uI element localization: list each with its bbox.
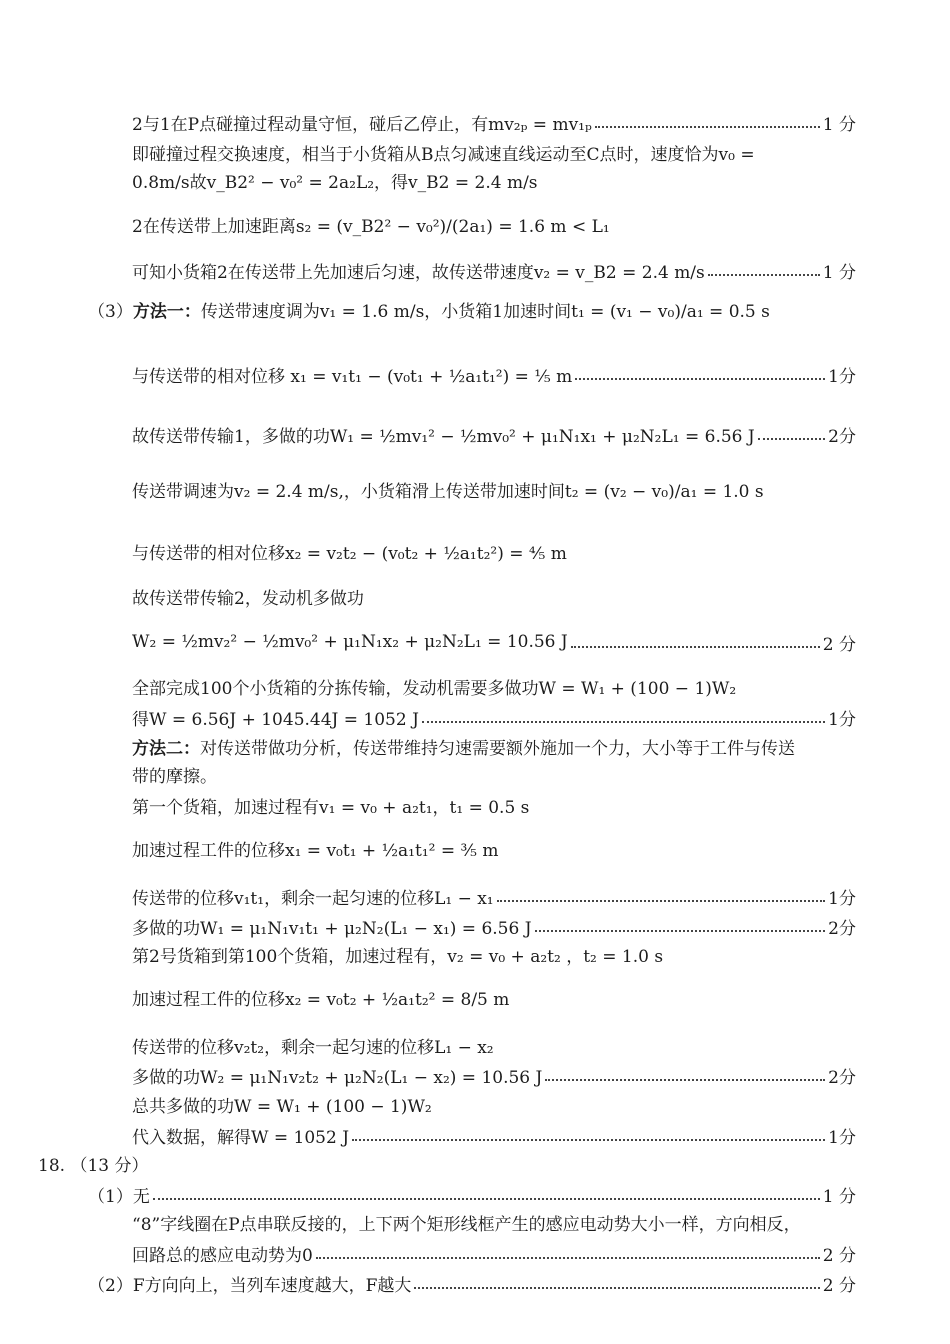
leader-dots <box>758 436 825 440</box>
line-text: 多做的功W₂ = μ₁N₁v₂t₂ + μ₂N₂(L₁ − x₂) = 10.56 J <box>132 1067 543 1088</box>
method-label: 方法一： <box>132 302 201 322</box>
method-one-line <box>88 297 770 327</box>
leader-dots <box>422 719 825 723</box>
line-text: 故传送带传输1，多做的功W₁ = ½mv₁² − ½mv₀² + μ₁N₁x₁ + μ₂N₂L₁ = 6.56 J <box>132 426 755 447</box>
leader-dots <box>575 376 825 380</box>
leader-dots <box>316 1255 820 1259</box>
method-two-line <box>132 738 795 760</box>
leader-dots <box>153 1196 820 1200</box>
answer-line: 0.8m/s故v_B2² − v₀² = 2a₂L₂，得v_B2 = 2.4 m/s <box>132 173 538 193</box>
answer-line <box>132 1241 856 1265</box>
answer-line <box>132 362 856 386</box>
line-text: 传送带速度调为v₁ = 1.6 m/s，小货箱1加速时间t₁ = (v₁ − v₀)/a₁ = 0.5 s <box>200 302 770 322</box>
score-label: 1分 <box>828 1127 856 1148</box>
line-text: W₂ = ½mv₂² − ½mv₀² + μ₁N₁x₂ + μ₂N₂L₁ = 10.56 J <box>132 632 568 652</box>
line-text: 对传送带做功分析，传送带维持匀速需要额外施加一个力，大小等于工件与传送 <box>200 739 795 759</box>
score-label: 1 分 <box>822 1186 856 1207</box>
line-text: 传送带的位移v₁t₁，剩余一起匀速的位移L₁ − x₁ <box>132 888 494 909</box>
answer-line <box>88 1182 856 1206</box>
answer-line <box>132 884 856 908</box>
answer-line <box>132 914 856 938</box>
leader-dots <box>708 272 820 276</box>
line-text: （2）F方向向上，当列车速度越大，F越大 <box>88 1275 412 1296</box>
score-label: 2分 <box>828 918 856 939</box>
score-label: 1分 <box>828 709 856 730</box>
leader-dots <box>535 928 826 932</box>
score-label: 1 分 <box>822 114 856 135</box>
answer-line <box>132 110 856 134</box>
answer-line <box>132 258 856 282</box>
answer-line: 即碰撞过程交换速度，相当于小货箱从B点匀减速直线运动至C点时，速度恰为v₀ = <box>132 145 755 165</box>
line-text: （1）无 <box>88 1186 150 1207</box>
answer-line <box>132 422 856 446</box>
leader-dots <box>352 1137 825 1141</box>
line-text: 可知小货箱2在传送带上先加速后匀速，故传送带速度v₂ = v_B2 = 2.4 m/s <box>132 262 705 283</box>
answer-line: 与传送带的相对位移x₂ = v₂t₂ − (v₀t₂ + ½a₁t₂²) = ⅘ m <box>132 544 567 564</box>
leader-dots <box>595 124 820 128</box>
score-label: 1分 <box>828 366 856 387</box>
answer-line <box>132 1063 856 1087</box>
answer-line: 总共多做的功W = W₁ + (100 − 1)W₂ <box>132 1097 432 1117</box>
score-label: 1 分 <box>822 262 856 283</box>
line-text: 代入数据，解得W = 1052 J <box>132 1127 350 1148</box>
answer-line: 加速过程工件的位移x₂ = v₀t₂ + ½a₁t₂² = 8/5 m <box>132 990 510 1010</box>
line-text: 2与1在P点碰撞过程动量守恒，碰后乙停止，有mv₂ₚ = mv₁ₚ <box>132 114 592 135</box>
line-text: 得W = 6.56J + 1045.44J = 1052 J <box>132 709 419 730</box>
answer-line: 带的摩擦。 <box>132 767 217 787</box>
leader-dots <box>497 898 826 902</box>
answer-line: 故传送带传输2，发动机多做功 <box>132 589 364 609</box>
leader-dots <box>545 1077 825 1081</box>
answer-line: 加速过程工件的位移x₁ = v₀t₁ + ½a₁t₁² = ⅗ m <box>132 841 499 861</box>
answer-line: 第2号货箱到第100个货箱，加速过程有，v₂ = v₀ + a₂t₂ ，t₂ = 1.0 s <box>132 947 664 967</box>
score-label: 2 分 <box>822 634 856 655</box>
answer-line: 2在传送带上加速距离s₂ = (v_B2² − v₀²)/(2a₁) = 1.6 m < L₁ <box>132 217 610 237</box>
line-text: 回路总的感应电动势为0 <box>132 1245 313 1266</box>
score-label: 2 分 <box>822 1275 856 1296</box>
answer-line: 全部完成100个小货箱的分拣传输，发动机需要多做功W = W₁ + (100 − 1)W₂ <box>132 679 737 699</box>
method-label: 方法二： <box>132 739 200 759</box>
score-label: 1分 <box>828 888 856 909</box>
answer-line <box>132 1123 856 1147</box>
answer-line: 第一个货箱，加速过程有v₁ = v₀ + a₂t₁，t₁ = 0.5 s <box>132 798 530 818</box>
score-label: 2分 <box>828 426 856 447</box>
answer-line: 传送带调速为v₂ = 2.4 m/s,，小货箱滑上传送带加速时间t₂ = (v₂ − v₀)/a₁ = 1.0 s <box>132 482 764 502</box>
answer-line <box>132 705 856 729</box>
score-label: 2分 <box>828 1067 856 1088</box>
answer-line <box>88 1271 856 1295</box>
answer-line <box>132 630 856 654</box>
answer-line: 传送带的位移v₂t₂，剩余一起匀速的位移L₁ − x₂ <box>132 1038 494 1058</box>
line-text: 多做的功W₁ = μ₁N₁v₁t₁ + μ₂N₂(L₁ − x₁) = 6.56 J <box>132 918 532 939</box>
line-text: 与传送带的相对位移 x₁ = v₁t₁ − (v₀t₁ + ½a₁t₁²) = ⅕ m <box>132 366 573 387</box>
leader-dots <box>571 644 820 648</box>
part-number: （3） <box>88 302 133 322</box>
answer-line: “8”字线圈在P点串联反接的，上下两个矩形线框产生的感应电动势大小一样，方向相反， <box>132 1215 801 1235</box>
question-heading: 18. （13 分） <box>38 1156 149 1176</box>
score-label: 2 分 <box>822 1245 856 1266</box>
leader-dots <box>414 1285 819 1289</box>
